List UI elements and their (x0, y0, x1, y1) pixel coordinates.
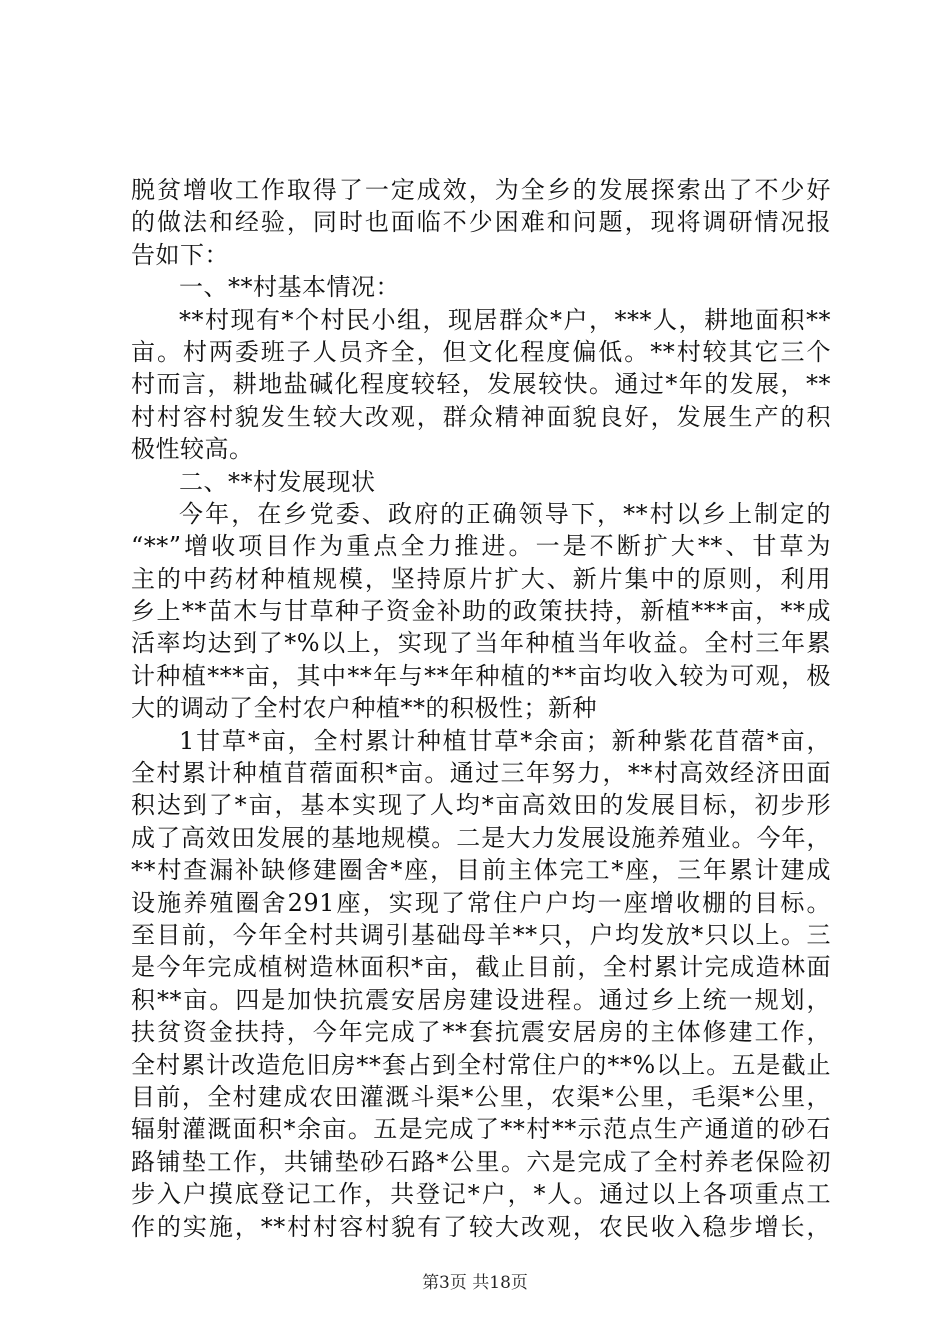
text-line: 村村容村貌发生较大改观，群众精神面貌良好，发展生产的积 (131, 402, 831, 431)
text-line: 成了高效田发展的基地规模。二是大力发展设施养殖业。今年， (131, 823, 831, 852)
text-line: 大的调动了全村农户种植**的积极性；新种 (131, 694, 597, 723)
text-line: 目前，全村建成农田灌溉斗渠*公里，农渠*公里，毛渠*公里， (131, 1082, 831, 1111)
page-footer: 第3页 共18页 (422, 1273, 528, 1293)
text-line: 是今年完成植树造林面积*亩，截止目前，全村累计完成造林面 (131, 953, 831, 982)
text-line: 脱贫增收工作取得了一定成效，为全乡的发展探索出了不少好 (131, 176, 831, 204)
text-line: 辐射灌溉面积*余亩。五是完成了**村**示范点生产通道的砂石 (131, 1115, 831, 1144)
text-line: **村查漏补缺修建圈舍*座，目前主体完工*座，三年累计建成 (131, 856, 831, 885)
text-line: 村而言，耕地盐碱化程度较轻，发展较快。通过*年的发展，** (131, 370, 831, 399)
text-line: 极性较高。 (131, 435, 254, 464)
text-line: 的做法和经验，同时也面临不少困难和问题，现将调研情况报 (131, 208, 831, 237)
text-line: 路铺垫工作，共铺垫砂石路*公里。六是完成了全村养老保险初 (131, 1147, 831, 1176)
text-line: 作的实施，**村村容村貌有了较大改观，农民收入稳步增长， (131, 1212, 831, 1241)
text-line: 至目前，今年全村共调引基础母羊**只，户均发放*只以上。三 (131, 920, 831, 949)
text-line: 1甘草*亩，全村累计种植甘草*余亩；新种紫花苜蓿*亩， (179, 726, 831, 755)
text-line: 一、**村基本情况： (179, 273, 400, 302)
text-line: 主的中药材种植规模，坚持原片扩大、新片集中的原则，利用 (131, 564, 831, 593)
text-line: 二、**村发展现状 (179, 467, 376, 496)
document-body (131, 174, 831, 1243)
text-line: 积**亩。四是加快抗震安居房建设进程。通过乡上统一规划， (131, 985, 831, 1014)
text-line: 乡上**苗木与甘草种子资金补助的政策扶持，新植***亩，**成 (131, 597, 831, 626)
text-line: 今年，在乡党委、政府的正确领导下，**村以乡上制定的 (179, 499, 831, 528)
text-line: 扶贫资金扶持，今年完成了**套抗震安居房的主体修建工作， (131, 1018, 831, 1047)
text-line: **村现有*个村民小组，现居群众*户，***人，耕地面积** (179, 305, 831, 334)
text-line: 亩。村两委班子人员齐全，但文化程度偏低。**村较其它三个 (131, 337, 831, 366)
text-line: “**”增收项目作为重点全力推进。一是不断扩大**、甘草为 (131, 532, 831, 561)
text-line: 全村累计改造危旧房**套占到全村常住户的**%以上。五是截止 (131, 1050, 831, 1079)
text-line: 步入户摸底登记工作，共登记*户，*人。通过以上各项重点工 (131, 1180, 831, 1209)
text-line: 全村累计种植苜蓿面积*亩。通过三年努力，**村高效经济田面 (131, 759, 831, 788)
text-line: 告如下： (131, 240, 229, 269)
text-line: 活率均达到了*%以上，实现了当年种植当年收益。全村三年累 (131, 629, 831, 658)
text-line: 计种植***亩，其中**年与**年种植的**亩均收入较为可观，极 (131, 661, 831, 690)
text-line: 积达到了*亩，基本实现了人均*亩高效田的发展目标，初步形 (131, 791, 831, 820)
text-line: 设施养殖圈舍291座，实现了常住户户均一座增收棚的目标。 (131, 888, 831, 917)
